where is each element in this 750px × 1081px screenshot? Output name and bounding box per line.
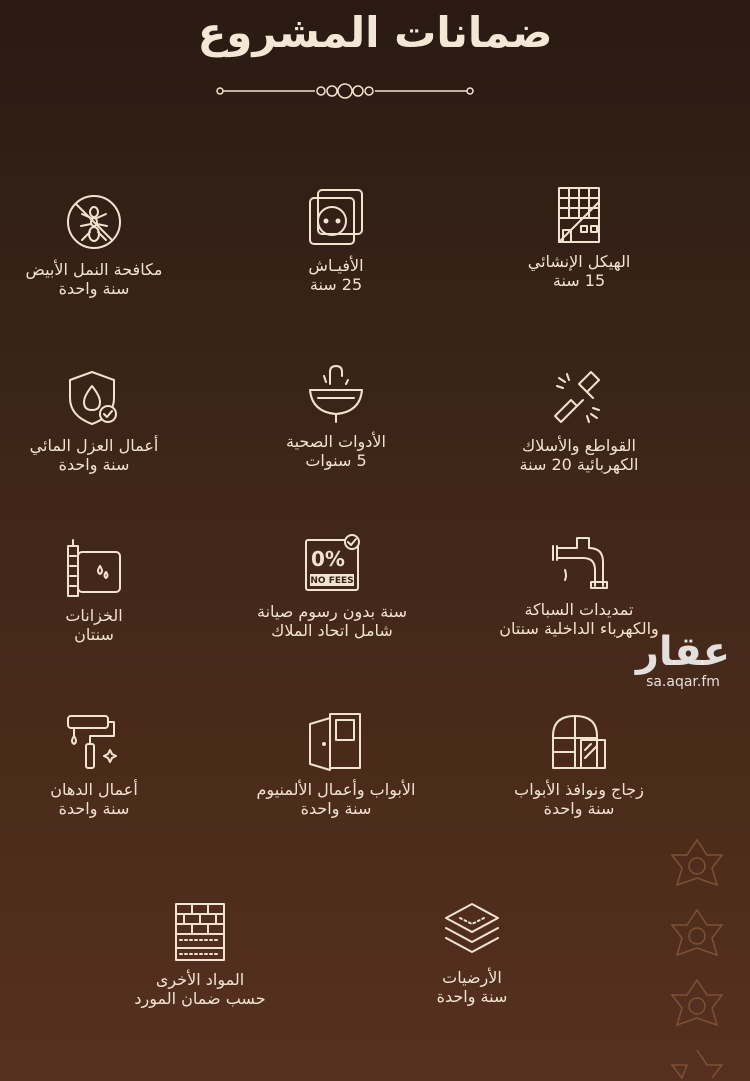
item-label: أعمال الدهان xyxy=(50,780,138,799)
item-label: الأفيـاش xyxy=(308,256,364,275)
item-duration: حسب ضمان المورد xyxy=(134,989,266,1008)
item-duration: سنة واحدة xyxy=(58,279,130,298)
item-structure xyxy=(469,182,689,290)
item-label: الهيكل الإنشائي xyxy=(527,252,631,271)
item-label: الأرضيات xyxy=(442,968,502,987)
door-aluminum-icon xyxy=(304,710,368,774)
power-socket-icon xyxy=(304,186,368,250)
item-no-fees xyxy=(222,532,442,640)
item-label: الأبواب وأعمال الألمنيوم xyxy=(256,780,416,799)
item-label: أعمال العزل المائي xyxy=(29,436,159,455)
window-glass-icon xyxy=(547,710,611,774)
item-tanks xyxy=(0,536,204,644)
sink-faucet-icon xyxy=(304,362,368,426)
building-structure-icon xyxy=(547,182,611,246)
no-fees-text: NO FEES xyxy=(310,576,354,586)
item-label: سنة بدون رسوم صيانة xyxy=(256,602,408,621)
item-duration: 25 سنة xyxy=(309,275,363,294)
item-duration: سنة واحدة xyxy=(436,987,508,1006)
floor-layers-icon xyxy=(440,898,504,962)
water-tank-icon xyxy=(62,536,126,600)
item-painting xyxy=(0,710,204,818)
item-label: مكافحة النمل الأبيض xyxy=(25,260,163,279)
ornament-divider xyxy=(215,80,475,102)
item-termite xyxy=(0,190,204,298)
item-label: تمديدات السباكة xyxy=(524,600,634,619)
item-other-materials xyxy=(90,900,310,1008)
item-duration: شامل اتحاد الملاك xyxy=(271,621,393,640)
pipes-icon xyxy=(547,530,611,594)
item-cables xyxy=(469,366,689,474)
item-label: الخزانات xyxy=(65,606,123,625)
item-duration: الكهربائية 20 سنة xyxy=(519,455,639,474)
item-duration: 15 سنة xyxy=(552,271,606,290)
item-duration: 5 سنوات xyxy=(305,451,367,470)
item-label: زجاج ونوافذ الأبواب xyxy=(514,780,644,799)
item-duration: سنة واحدة xyxy=(543,799,615,818)
item-duration: سنة واحدة xyxy=(58,799,130,818)
item-plumbing xyxy=(469,530,689,638)
item-duration: سنتان xyxy=(74,625,114,644)
item-label: المواد الأخرى xyxy=(155,970,245,989)
brick-materials-icon xyxy=(168,900,232,964)
item-windows xyxy=(469,710,689,818)
no-fees-icon xyxy=(300,532,364,596)
watermark-url: sa.aqar.fm xyxy=(646,674,720,690)
item-sanitary xyxy=(226,362,446,470)
page-title: ضمانات المشروع xyxy=(197,8,553,57)
item-sockets xyxy=(226,186,446,294)
item-duration: سنة واحدة xyxy=(58,455,130,474)
watermark-brand: عقار xyxy=(635,629,731,675)
item-waterproof xyxy=(0,366,204,474)
termite-control-icon xyxy=(62,190,126,254)
aqar-watermark xyxy=(624,630,742,690)
item-doors xyxy=(226,710,446,818)
paint-roller-icon xyxy=(62,710,126,774)
electric-cables-icon xyxy=(547,366,611,430)
item-label: الأدوات الصحية xyxy=(286,432,386,451)
item-duration: سنة واحدة xyxy=(300,799,372,818)
no-fees-percent: 0% xyxy=(311,547,345,571)
item-flooring xyxy=(362,898,582,1006)
item-label: القواطع والأسلاك xyxy=(522,436,636,455)
item-duration: والكهرباء الداخلية سنتان xyxy=(499,619,659,638)
waterproof-shield-icon xyxy=(62,366,126,430)
decorative-pattern xyxy=(662,830,732,1080)
